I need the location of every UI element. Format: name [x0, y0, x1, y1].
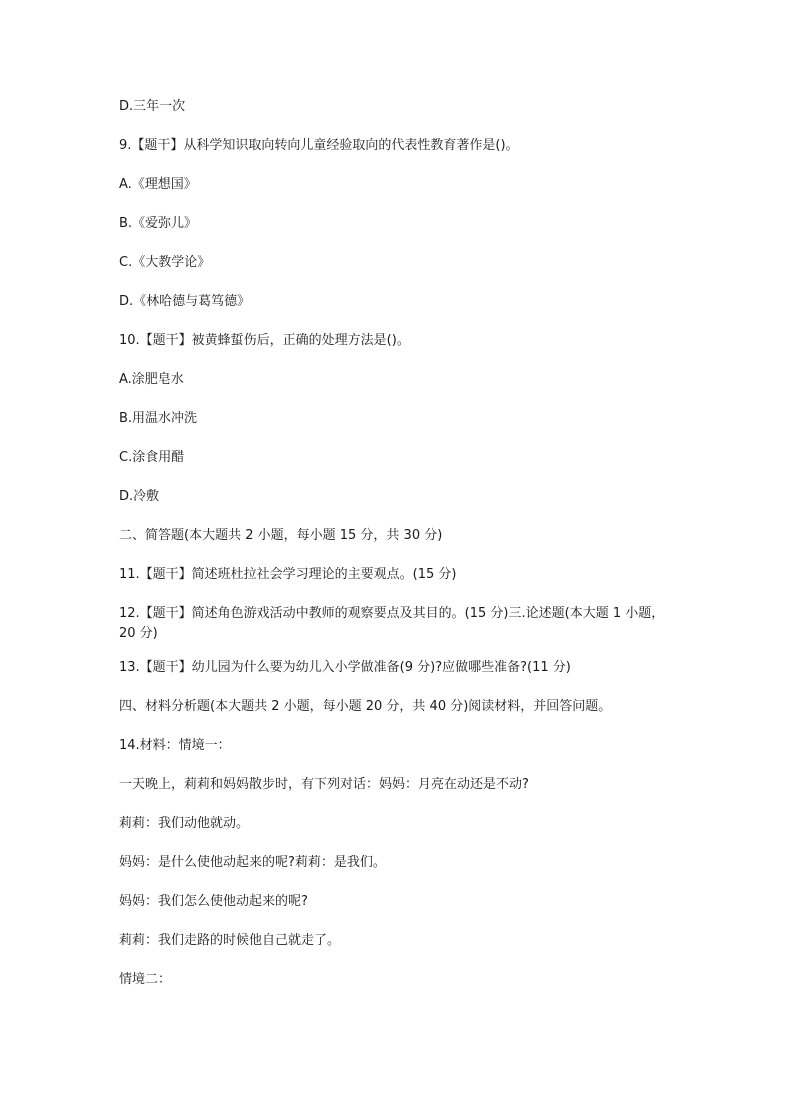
section-heading-material-analysis: 四、材料分析题(本大题共 2 小题，每小题 20 分，共 40 分)阅读材料，并回答问题。: [119, 699, 612, 714]
question-11-stem: 11.【题干】简述班杜拉社会学习理论的主要观点。(15 分): [119, 567, 457, 582]
question-14-material-heading: 14.材料：情境一：: [119, 738, 231, 753]
dialogue-line: 一天晚上，莉莉和妈妈散步时，有下列对话：妈妈：月亮在动还是不动?: [119, 777, 529, 792]
dialogue-line: 妈妈：我们怎么使他动起来的呢?: [119, 894, 308, 909]
section-heading-short-answer: 二、简答题(本大题共 2 小题，每小题 15 分，共 30 分): [119, 528, 443, 543]
scenario-2-heading: 情境二：: [119, 972, 172, 987]
option-a-q10: A.涂肥皂水: [119, 372, 184, 387]
option-a-q9: A.《理想国》: [119, 177, 197, 192]
option-d-q10: D.冷敷: [119, 489, 160, 504]
dialogue-line: 妈妈：是什么使他动起来的呢?莉莉：是我们。: [119, 855, 386, 870]
question-9-stem: 9.【题干】从科学知识取向转向儿童经验取向的代表性教育著作是()。: [119, 138, 519, 153]
question-12-stem: 12.【题干】简述角色游戏活动中教师的观察要点及其目的。(15 分)三.论述题(本大题 1 小题，20 分): [119, 606, 665, 641]
option-c-q10: C.涂食用醋: [119, 450, 185, 465]
document-body: [119, 94, 667, 1006]
dialogue-line: 莉莉：我们走路的时候他自己就走了。: [119, 933, 341, 948]
dialogue-line: 莉莉：我们动他就动。: [119, 816, 250, 831]
option-d-q9: D.《林哈德与葛笃德》: [119, 294, 251, 309]
question-13-stem: 13.【题干】幼儿园为什么要为幼儿入小学做准备(9 分)?应做哪些准备?(11 分): [119, 660, 571, 675]
option-c-q9: C.《大教学论》: [119, 255, 211, 270]
option-b-q10: B.用温水冲洗: [119, 411, 198, 426]
option-b-q9: B.《爱弥儿》: [119, 216, 198, 231]
option-d-q8: D.三年一次: [119, 99, 186, 114]
question-10-stem: 10.【题干】被黄蜂蜇伤后，正确的处理方法是()。: [119, 333, 410, 348]
